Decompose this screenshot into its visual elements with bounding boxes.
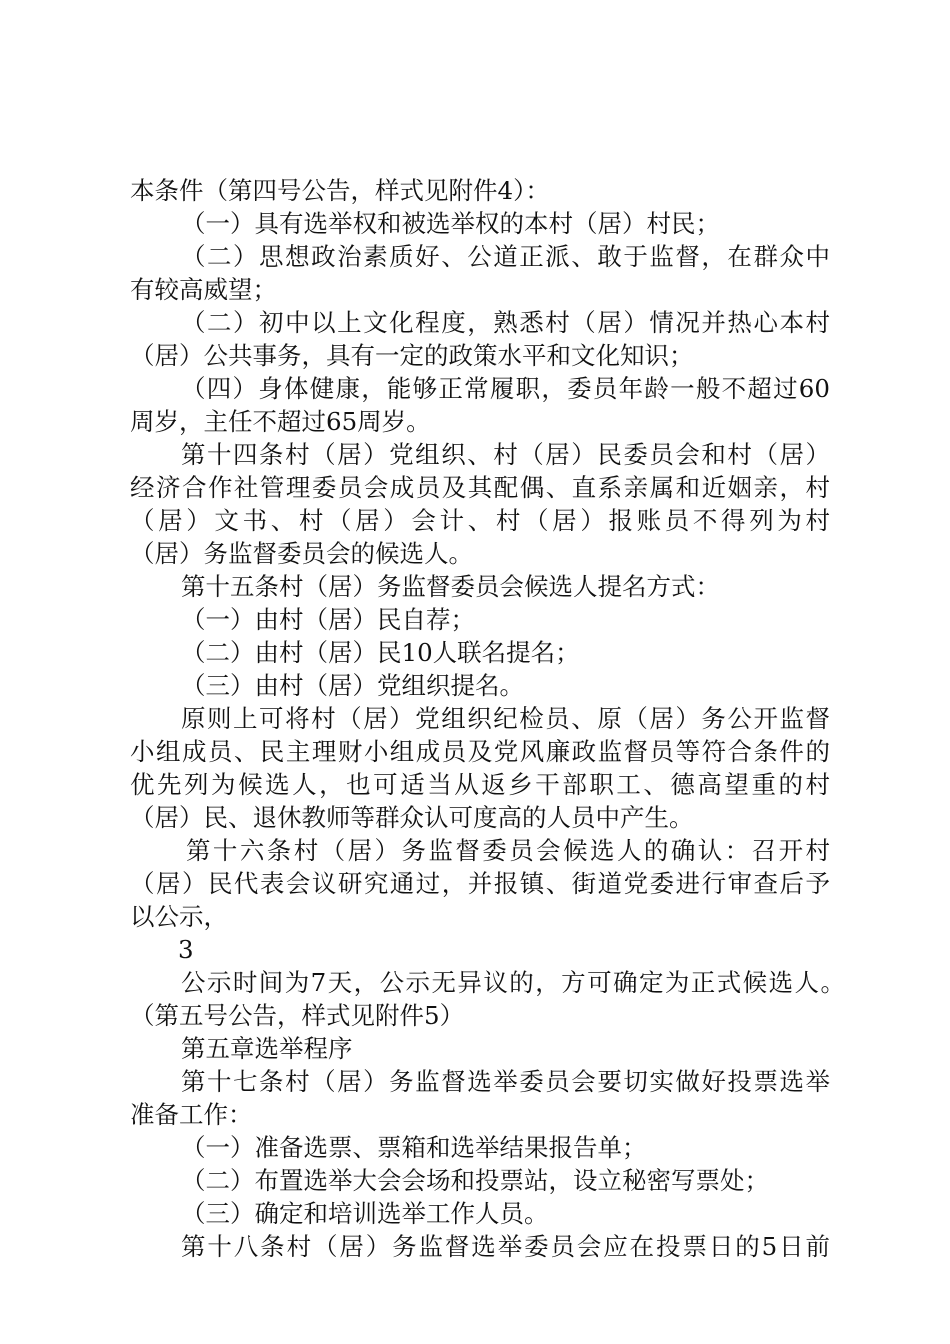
text-line: 有较高威望；: [130, 275, 277, 304]
text-line: （二）思想政治素质好、公道正派、敢于监督，在群众中: [181, 242, 830, 271]
text-line: （二）布置选举大会会场和投票站，设立秘密写票处；: [181, 1166, 769, 1195]
text-line: （居）务监督委员会的候选人。: [130, 539, 473, 568]
text-line: 准备工作：: [130, 1100, 253, 1129]
text-line: （三）由村（居）党组织提名。: [181, 671, 524, 700]
text-line: （一）准备选票、票箱和选举结果报告单；: [181, 1133, 647, 1162]
text-line: 小组成员、民主理财小组成员及党风廉政监督员等符合条件的: [130, 737, 830, 766]
text-line: 公示时间为7天，公示无异议的，方可确定为正式候选人。: [181, 968, 845, 997]
text-line: （一）具有选举权和被选举权的本村（居）村民；: [181, 209, 720, 238]
text-line: （居）文书、村（居）会计、村（居）报账员不得列为村: [130, 506, 830, 535]
text-line: 第十七条村（居）务监督选举委员会要切实做好投票选举: [181, 1067, 830, 1096]
text-line: 周岁，主任不超过65周岁。: [130, 407, 431, 436]
page-number: 3: [178, 935, 194, 964]
text-line: （居）公共事务，具有一定的政策水平和文化知识；: [130, 341, 694, 370]
text-line: 优先列为候选人，也可适当从返乡干部职工、德高望重的村: [130, 770, 830, 799]
text-line: 原则上可将村（居）党组织纪检员、原（居）务公开监督: [181, 704, 830, 733]
text-line: （二）由村（居）民10人联名提名；: [181, 638, 580, 667]
text-line: 第十四条村（居）党组织、村（居）民委员会和村（居）: [181, 440, 830, 469]
text-line: （居）民代表会议研究通过，并报镇、街道党委进行审查后予: [130, 869, 830, 898]
text-line: 第十五条村（居）务监督委员会候选人提名方式：: [181, 572, 720, 601]
text-line: 第十八条村（居）务监督选举委员会应在投票日的5日前: [181, 1232, 830, 1261]
text-line: （一）由村（居）民自荐；: [181, 605, 475, 634]
text-line: 以公示，: [130, 902, 228, 931]
text-line: （四）身体健康，能够正常履职，委员年龄一般不超过60: [181, 374, 830, 403]
text-line: （三）确定和培训选举工作人员。: [181, 1199, 549, 1228]
text-line: 第十六条村（居）务监督委员会候选人的确认：召开村: [186, 836, 830, 865]
chapter-heading: 第五章选举程序: [181, 1034, 353, 1063]
text-line: 本条件（第四号公告，样式见附件4）：: [130, 176, 550, 205]
text-line: （二）初中以上文化程度，熟悉村（居）情况并热心本村: [181, 308, 830, 337]
text-line: 经济合作社管理委员会成员及其配偶、直系亲属和近姻亲，村: [130, 473, 830, 502]
text-line: （居）民、退休教师等群众认可度高的人员中产生。: [130, 803, 694, 832]
text-line: （第五号公告，样式见附件5）: [130, 1001, 465, 1030]
